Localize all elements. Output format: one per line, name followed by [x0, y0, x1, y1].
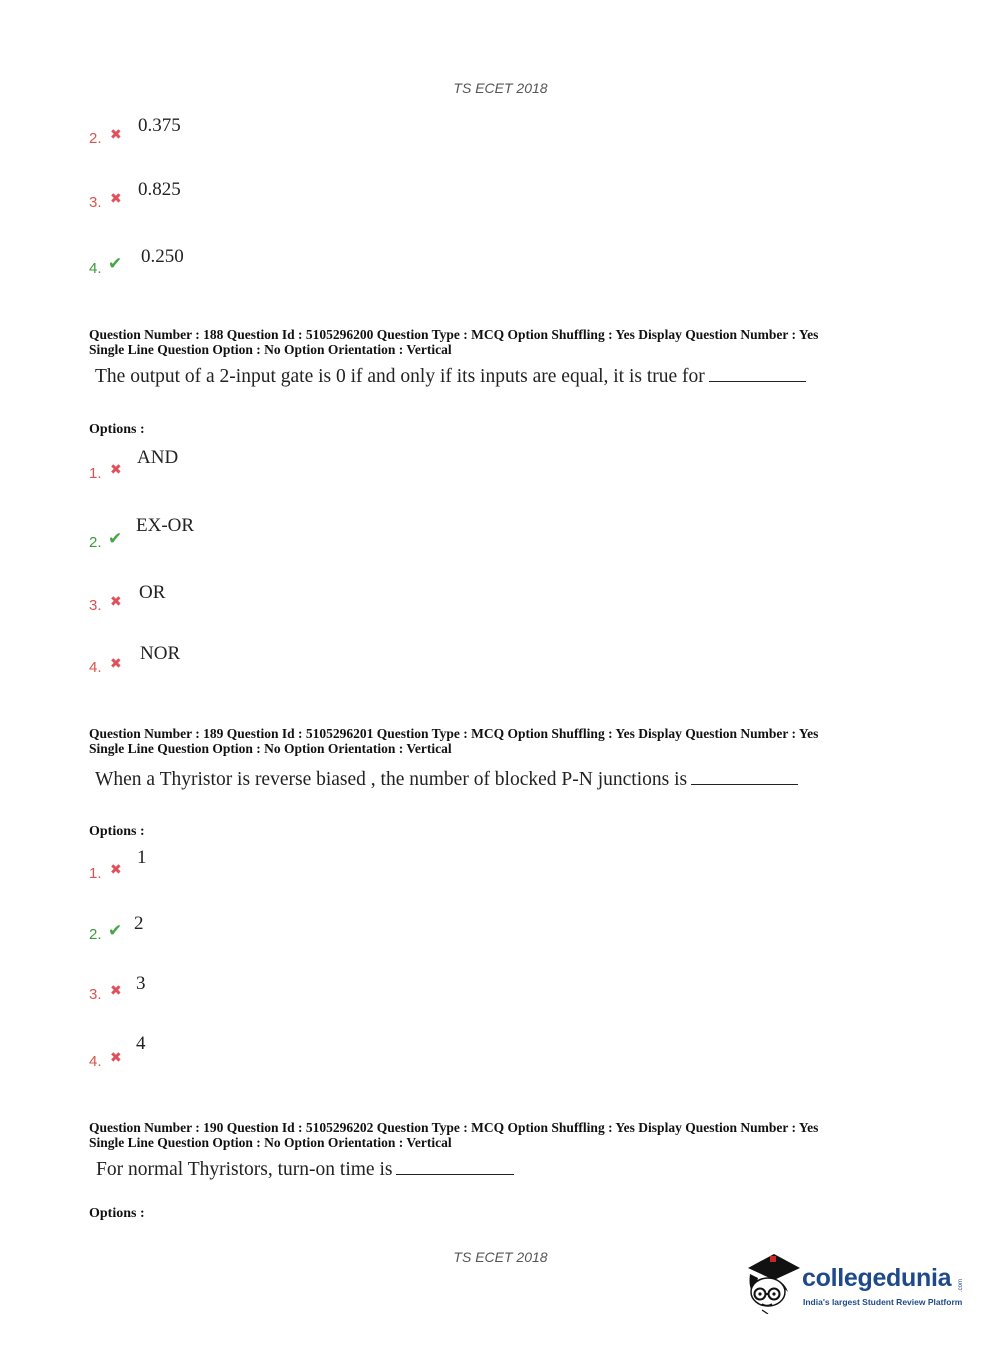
wrong-mark-icon: ✖: [110, 594, 122, 610]
question-meta-line2: Single Line Question Option : No Option Orientation : Vertical: [89, 741, 452, 756]
option-number: 1.: [89, 865, 102, 882]
logo-wordmark: collegedunia: [802, 1264, 952, 1292]
options-label: Options :: [89, 422, 145, 437]
correct-mark-icon: ✔: [108, 921, 123, 941]
option-text: AND: [137, 447, 179, 468]
wrong-mark-icon: ✖: [110, 191, 122, 207]
option-text: EX-OR: [136, 515, 195, 536]
option-text: 3: [136, 973, 146, 994]
correct-mark-icon: ✔: [108, 254, 123, 274]
question-text: [95, 769, 798, 791]
question-meta-line1: Question Number : 188 Question Id : 5105296200 Question Type : MCQ Option Shuffling : Yes Display Question Number : Yes: [89, 327, 819, 342]
option-number: 3.: [89, 194, 102, 211]
wrong-mark-icon: ✖: [110, 1050, 122, 1066]
option-text: 0.250: [141, 246, 184, 267]
option-number: 2.: [89, 926, 102, 943]
option-text: 1: [137, 847, 147, 868]
option-text: 2: [134, 913, 144, 934]
option-number: 4.: [89, 260, 102, 277]
question-meta-line1: Question Number : 189 Question Id : 5105296201 Question Type : MCQ Option Shuffling : Yes Display Question Number : Yes: [89, 726, 819, 741]
wrong-mark-icon: ✖: [110, 462, 122, 478]
answer-blank: [691, 783, 798, 785]
option-text: NOR: [140, 643, 181, 664]
answer-blank: [709, 380, 806, 382]
wrong-mark-icon: ✖: [110, 862, 122, 878]
option-text: 0.375: [138, 115, 181, 136]
correct-mark-icon: ✔: [108, 529, 123, 549]
option-text: 4: [136, 1033, 146, 1054]
option-number: 1.: [89, 465, 102, 482]
wrong-mark-icon: ✖: [110, 656, 122, 672]
logo-tagline: India's largest Student Review Platform: [803, 1297, 963, 1307]
options-label: Options :: [89, 824, 145, 839]
mascot-icon: [740, 1248, 802, 1314]
logo-com-suffix: .com: [958, 1278, 964, 1292]
question-meta-line2: Single Line Question Option : No Option Orientation : Vertical: [89, 342, 452, 357]
question-text-content: For normal Thyristors, turn-on time is: [96, 1159, 393, 1180]
option-number: 3.: [89, 986, 102, 1003]
question-meta-line1: Question Number : 190 Question Id : 5105296202 Question Type : MCQ Option Shuffling : Yes Display Question Number : Yes: [89, 1120, 819, 1135]
options-label: Options :: [89, 1206, 145, 1221]
option-number: 4.: [89, 1053, 102, 1070]
question-text-content: The output of a 2-input gate is 0 if and only if its inputs are equal, it is true for: [95, 366, 705, 387]
page-header: TS ECET 2018: [453, 80, 548, 96]
collegedunia-logo[interactable]: [740, 1248, 980, 1318]
page-footer: TS ECET 2018: [453, 1249, 548, 1265]
wrong-mark-icon: ✖: [110, 983, 122, 999]
question-meta-line2: Single Line Question Option : No Option Orientation : Vertical: [89, 1135, 452, 1150]
option-number: 3.: [89, 597, 102, 614]
wrong-mark-icon: ✖: [110, 127, 122, 143]
option-text: 0.825: [138, 179, 181, 200]
option-number: 4.: [89, 659, 102, 676]
option-number: 2.: [89, 130, 102, 147]
question-text: [96, 1159, 514, 1181]
option-text: OR: [139, 582, 166, 603]
answer-blank: [396, 1173, 514, 1175]
question-text: [95, 366, 806, 388]
question-text-content: When a Thyristor is reverse biased , the number of blocked P-N junctions is: [95, 769, 688, 790]
option-number: 2.: [89, 534, 102, 551]
